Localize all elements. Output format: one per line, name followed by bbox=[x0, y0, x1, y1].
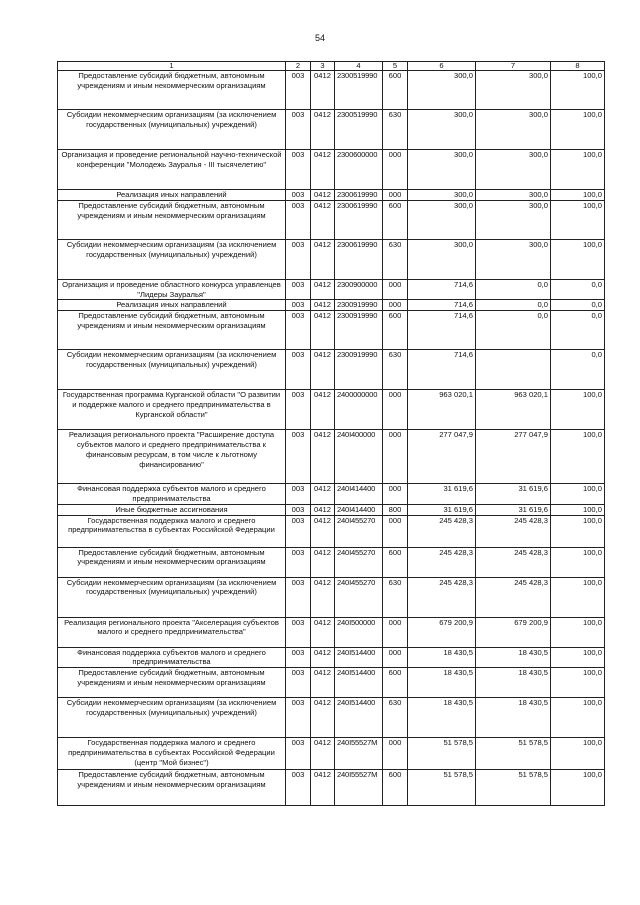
row-percent: 100,0 bbox=[551, 577, 605, 617]
row-name: Предоставление субсидий бюджетным, автономным учреждениям и иным некоммерческим организациям bbox=[58, 200, 286, 239]
table-row bbox=[58, 577, 605, 617]
row-expense-type: 000 bbox=[383, 484, 408, 505]
header-col-5: 5 bbox=[383, 62, 408, 71]
row-executed-amount bbox=[476, 350, 551, 390]
row-executed-amount: 18 430,5 bbox=[476, 668, 551, 698]
row-plan-amount: 300,0 bbox=[408, 239, 476, 279]
row-percent: 100,0 bbox=[551, 390, 605, 430]
row-expense-type: 600 bbox=[383, 547, 408, 577]
table-row bbox=[58, 110, 605, 150]
row-admin-code: 003 bbox=[286, 738, 311, 770]
row-target-code: 2300919990 bbox=[335, 350, 383, 390]
row-executed-amount: 679 200,9 bbox=[476, 617, 551, 647]
row-percent: 100,0 bbox=[551, 698, 605, 738]
row-section-code: 0412 bbox=[311, 239, 335, 279]
header-col-8: 8 bbox=[551, 62, 605, 71]
row-executed-amount: 245 428,3 bbox=[476, 577, 551, 617]
row-percent: 100,0 bbox=[551, 430, 605, 484]
row-name: Предоставление субсидий бюджетным, автономным учреждениям и иным некоммерческим организациям bbox=[58, 71, 286, 110]
row-expense-type: 000 bbox=[383, 279, 408, 300]
row-plan-amount: 31 619,6 bbox=[408, 484, 476, 505]
header-col-1: 1 bbox=[58, 62, 286, 71]
row-executed-amount: 300,0 bbox=[476, 71, 551, 110]
table-row bbox=[58, 547, 605, 577]
table-row bbox=[58, 200, 605, 239]
row-admin-code: 003 bbox=[286, 239, 311, 279]
table-row bbox=[58, 279, 605, 300]
row-section-code: 0412 bbox=[311, 110, 335, 150]
row-expense-type: 000 bbox=[383, 390, 408, 430]
row-target-code: 2400000000 bbox=[335, 390, 383, 430]
row-admin-code: 003 bbox=[286, 200, 311, 239]
row-expense-type: 630 bbox=[383, 350, 408, 390]
row-plan-amount: 277 047,9 bbox=[408, 430, 476, 484]
table-body bbox=[58, 71, 605, 806]
table-row bbox=[58, 71, 605, 110]
row-expense-type: 630 bbox=[383, 577, 408, 617]
header-col-6: 6 bbox=[408, 62, 476, 71]
row-target-code: 240I414400 bbox=[335, 484, 383, 505]
table-row bbox=[58, 647, 605, 668]
row-admin-code: 003 bbox=[286, 504, 311, 515]
table-row bbox=[58, 239, 605, 279]
row-executed-amount: 245 428,3 bbox=[476, 515, 551, 547]
row-name: Субсидии некоммерческим организациям (за исключением государственных (муниципальных) учреждений) bbox=[58, 239, 286, 279]
row-target-code: 240I55527M bbox=[335, 738, 383, 770]
row-executed-amount: 300,0 bbox=[476, 110, 551, 150]
row-expense-type: 600 bbox=[383, 770, 408, 806]
row-name: Организация и проведение областного конкурса управленцев "Лидеры Зауралья" bbox=[58, 279, 286, 300]
row-plan-amount: 714,6 bbox=[408, 311, 476, 350]
row-section-code: 0412 bbox=[311, 504, 335, 515]
row-executed-amount: 31 619,6 bbox=[476, 484, 551, 505]
row-plan-amount: 245 428,3 bbox=[408, 547, 476, 577]
row-admin-code: 003 bbox=[286, 647, 311, 668]
row-percent: 100,0 bbox=[551, 668, 605, 698]
row-name: Государственная поддержка малого и среднего предпринимательства в субъектах Российской Федерации (центр "Мой бизнес") bbox=[58, 738, 286, 770]
row-target-code: 240I500000 bbox=[335, 617, 383, 647]
row-name: Реализация иных направлений bbox=[58, 300, 286, 311]
row-name: Реализация иных направлений bbox=[58, 190, 286, 201]
header-row bbox=[58, 62, 605, 71]
row-name: Государственная программа Курганской области "О развитии и поддержке малого и среднего предпринимательства в Курганской области" bbox=[58, 390, 286, 430]
row-plan-amount: 300,0 bbox=[408, 71, 476, 110]
row-target-code: 240I514400 bbox=[335, 668, 383, 698]
row-plan-amount: 300,0 bbox=[408, 110, 476, 150]
row-admin-code: 003 bbox=[286, 279, 311, 300]
row-executed-amount: 31 619,6 bbox=[476, 504, 551, 515]
row-target-code: 2300919990 bbox=[335, 300, 383, 311]
row-section-code: 0412 bbox=[311, 617, 335, 647]
row-name: Реализация регионального проекта "Расширение доступа субъектов малого и среднего предпринимательства к финансовым ресурсам, в том числе к льготному финансированию" bbox=[58, 430, 286, 484]
row-admin-code: 003 bbox=[286, 577, 311, 617]
header-col-4: 4 bbox=[335, 62, 383, 71]
row-section-code: 0412 bbox=[311, 350, 335, 390]
row-percent: 100,0 bbox=[551, 150, 605, 190]
row-target-code: 240I455270 bbox=[335, 577, 383, 617]
table-row bbox=[58, 504, 605, 515]
table-row bbox=[58, 738, 605, 770]
row-percent: 100,0 bbox=[551, 71, 605, 110]
row-expense-type: 000 bbox=[383, 190, 408, 201]
row-percent: 0,0 bbox=[551, 279, 605, 300]
row-percent: 100,0 bbox=[551, 647, 605, 668]
row-admin-code: 003 bbox=[286, 547, 311, 577]
row-target-code: 2300600000 bbox=[335, 150, 383, 190]
row-expense-type: 630 bbox=[383, 239, 408, 279]
row-section-code: 0412 bbox=[311, 668, 335, 698]
header-col-7: 7 bbox=[476, 62, 551, 71]
row-name: Субсидии некоммерческим организациям (за исключением государственных (муниципальных) учреждений) bbox=[58, 698, 286, 738]
row-name: Предоставление субсидий бюджетным, автономным учреждениям и иным некоммерческим организациям bbox=[58, 668, 286, 698]
row-target-code: 2300619990 bbox=[335, 200, 383, 239]
row-target-code: 2300619990 bbox=[335, 239, 383, 279]
row-name: Предоставление субсидий бюджетным, автономным учреждениям и иным некоммерческим организациям bbox=[58, 547, 286, 577]
row-section-code: 0412 bbox=[311, 770, 335, 806]
row-plan-amount: 31 619,6 bbox=[408, 504, 476, 515]
row-expense-type: 000 bbox=[383, 515, 408, 547]
row-executed-amount: 300,0 bbox=[476, 200, 551, 239]
row-admin-code: 003 bbox=[286, 770, 311, 806]
row-section-code: 0412 bbox=[311, 547, 335, 577]
row-percent: 100,0 bbox=[551, 484, 605, 505]
table-row bbox=[58, 300, 605, 311]
table-row bbox=[58, 390, 605, 430]
row-section-code: 0412 bbox=[311, 515, 335, 547]
row-expense-type: 000 bbox=[383, 150, 408, 190]
row-name: Предоставление субсидий бюджетным, автономным учреждениям и иным некоммерческим организациям bbox=[58, 770, 286, 806]
table-row bbox=[58, 617, 605, 647]
row-percent: 100,0 bbox=[551, 770, 605, 806]
row-percent: 100,0 bbox=[551, 547, 605, 577]
row-percent: 0,0 bbox=[551, 300, 605, 311]
row-name: Предоставление субсидий бюджетным, автономным учреждениям и иным некоммерческим организациям bbox=[58, 311, 286, 350]
row-section-code: 0412 bbox=[311, 390, 335, 430]
page-number: 54 bbox=[314, 33, 325, 43]
row-section-code: 0412 bbox=[311, 150, 335, 190]
row-plan-amount: 18 430,5 bbox=[408, 647, 476, 668]
row-expense-type: 000 bbox=[383, 430, 408, 484]
row-name: Финансовая поддержка субъектов малого и среднего предпринимательства bbox=[58, 647, 286, 668]
row-admin-code: 003 bbox=[286, 190, 311, 201]
table-row bbox=[58, 311, 605, 350]
row-expense-type: 600 bbox=[383, 71, 408, 110]
row-target-code: 240I514400 bbox=[335, 698, 383, 738]
row-executed-amount: 963 020,1 bbox=[476, 390, 551, 430]
row-executed-amount: 18 430,5 bbox=[476, 698, 551, 738]
row-name: Субсидии некоммерческим организациям (за исключением государственных (муниципальных) учреждений) bbox=[58, 350, 286, 390]
row-expense-type: 000 bbox=[383, 300, 408, 311]
row-executed-amount: 277 047,9 bbox=[476, 430, 551, 484]
row-plan-amount: 963 020,1 bbox=[408, 390, 476, 430]
row-plan-amount: 300,0 bbox=[408, 150, 476, 190]
row-target-code: 2300519990 bbox=[335, 71, 383, 110]
row-name: Субсидии некоммерческим организациям (за исключением государственных (муниципальных) учреждений) bbox=[58, 577, 286, 617]
row-executed-amount: 0,0 bbox=[476, 300, 551, 311]
row-percent: 100,0 bbox=[551, 504, 605, 515]
table-row bbox=[58, 484, 605, 505]
row-name: Государственная поддержка малого и среднего предпринимательства в субъектах Российской Федерации bbox=[58, 515, 286, 547]
table-row bbox=[58, 350, 605, 390]
row-section-code: 0412 bbox=[311, 279, 335, 300]
row-section-code: 0412 bbox=[311, 647, 335, 668]
header-col-2: 2 bbox=[286, 62, 311, 71]
table-row bbox=[58, 190, 605, 201]
row-percent: 100,0 bbox=[551, 738, 605, 770]
table-row bbox=[58, 515, 605, 547]
row-expense-type: 000 bbox=[383, 738, 408, 770]
row-admin-code: 003 bbox=[286, 617, 311, 647]
row-section-code: 0412 bbox=[311, 311, 335, 350]
row-name: Организация и проведение региональной научно-технической конференции "Молодежь Зауралья - III тысячелетию" bbox=[58, 150, 286, 190]
row-percent: 100,0 bbox=[551, 515, 605, 547]
row-admin-code: 003 bbox=[286, 300, 311, 311]
row-plan-amount: 51 578,5 bbox=[408, 770, 476, 806]
row-admin-code: 003 bbox=[286, 71, 311, 110]
row-percent: 100,0 bbox=[551, 200, 605, 239]
row-section-code: 0412 bbox=[311, 71, 335, 110]
row-expense-type: 600 bbox=[383, 668, 408, 698]
row-section-code: 0412 bbox=[311, 484, 335, 505]
row-executed-amount: 300,0 bbox=[476, 190, 551, 201]
row-plan-amount: 300,0 bbox=[408, 190, 476, 201]
row-plan-amount: 714,6 bbox=[408, 279, 476, 300]
table-row bbox=[58, 150, 605, 190]
row-plan-amount: 300,0 bbox=[408, 200, 476, 239]
table-row bbox=[58, 430, 605, 484]
row-expense-type: 600 bbox=[383, 200, 408, 239]
row-target-code: 2300519990 bbox=[335, 110, 383, 150]
row-section-code: 0412 bbox=[311, 300, 335, 311]
row-plan-amount: 714,6 bbox=[408, 300, 476, 311]
row-admin-code: 003 bbox=[286, 150, 311, 190]
row-section-code: 0412 bbox=[311, 430, 335, 484]
row-admin-code: 003 bbox=[286, 698, 311, 738]
table-row bbox=[58, 770, 605, 806]
row-percent: 100,0 bbox=[551, 617, 605, 647]
row-executed-amount: 18 430,5 bbox=[476, 647, 551, 668]
row-plan-amount: 679 200,9 bbox=[408, 617, 476, 647]
row-expense-type: 600 bbox=[383, 311, 408, 350]
table-row bbox=[58, 668, 605, 698]
row-expense-type: 000 bbox=[383, 647, 408, 668]
row-plan-amount: 18 430,5 bbox=[408, 668, 476, 698]
row-percent: 100,0 bbox=[551, 110, 605, 150]
row-percent: 0,0 bbox=[551, 311, 605, 350]
row-expense-type: 630 bbox=[383, 698, 408, 738]
row-admin-code: 003 bbox=[286, 484, 311, 505]
row-name: Финансовая поддержка субъектов малого и среднего предпринимательства bbox=[58, 484, 286, 505]
header-col-3: 3 bbox=[311, 62, 335, 71]
row-plan-amount: 245 428,3 bbox=[408, 515, 476, 547]
row-section-code: 0412 bbox=[311, 190, 335, 201]
row-admin-code: 003 bbox=[286, 668, 311, 698]
row-plan-amount: 245 428,3 bbox=[408, 577, 476, 617]
row-target-code: 240I455270 bbox=[335, 515, 383, 547]
row-plan-amount: 714,6 bbox=[408, 350, 476, 390]
row-percent: 0,0 bbox=[551, 350, 605, 390]
row-section-code: 0412 bbox=[311, 698, 335, 738]
row-executed-amount: 245 428,3 bbox=[476, 547, 551, 577]
row-target-code: 2300919990 bbox=[335, 311, 383, 350]
row-executed-amount: 51 578,5 bbox=[476, 770, 551, 806]
row-name: Иные бюджетные ассигнования bbox=[58, 504, 286, 515]
table-row bbox=[58, 698, 605, 738]
row-expense-type: 630 bbox=[383, 110, 408, 150]
row-executed-amount: 300,0 bbox=[476, 150, 551, 190]
row-admin-code: 003 bbox=[286, 350, 311, 390]
row-plan-amount: 51 578,5 bbox=[408, 738, 476, 770]
row-target-code: 240I55527M bbox=[335, 770, 383, 806]
row-executed-amount: 0,0 bbox=[476, 311, 551, 350]
row-executed-amount: 300,0 bbox=[476, 239, 551, 279]
row-executed-amount: 0,0 bbox=[476, 279, 551, 300]
row-section-code: 0412 bbox=[311, 577, 335, 617]
row-admin-code: 003 bbox=[286, 110, 311, 150]
row-target-code: 240I400000 bbox=[335, 430, 383, 484]
row-expense-type: 000 bbox=[383, 617, 408, 647]
row-name: Реализация регионального проекта "Акселерация субъектов малого и среднего предпринимательства" bbox=[58, 617, 286, 647]
row-admin-code: 003 bbox=[286, 515, 311, 547]
row-admin-code: 003 bbox=[286, 430, 311, 484]
row-percent: 100,0 bbox=[551, 239, 605, 279]
row-percent: 100,0 bbox=[551, 190, 605, 201]
row-target-code: 240I414400 bbox=[335, 504, 383, 515]
row-target-code: 240I514400 bbox=[335, 647, 383, 668]
row-section-code: 0412 bbox=[311, 738, 335, 770]
row-target-code: 2300619990 bbox=[335, 190, 383, 201]
row-admin-code: 003 bbox=[286, 390, 311, 430]
row-name: Субсидии некоммерческим организациям (за исключением государственных (муниципальных) учреждений) bbox=[58, 110, 286, 150]
row-target-code: 240I455270 bbox=[335, 547, 383, 577]
row-target-code: 2300900000 bbox=[335, 279, 383, 300]
row-expense-type: 800 bbox=[383, 504, 408, 515]
row-plan-amount: 18 430,5 bbox=[408, 698, 476, 738]
budget-table bbox=[57, 61, 605, 806]
row-admin-code: 003 bbox=[286, 311, 311, 350]
row-executed-amount: 51 578,5 bbox=[476, 738, 551, 770]
row-section-code: 0412 bbox=[311, 200, 335, 239]
